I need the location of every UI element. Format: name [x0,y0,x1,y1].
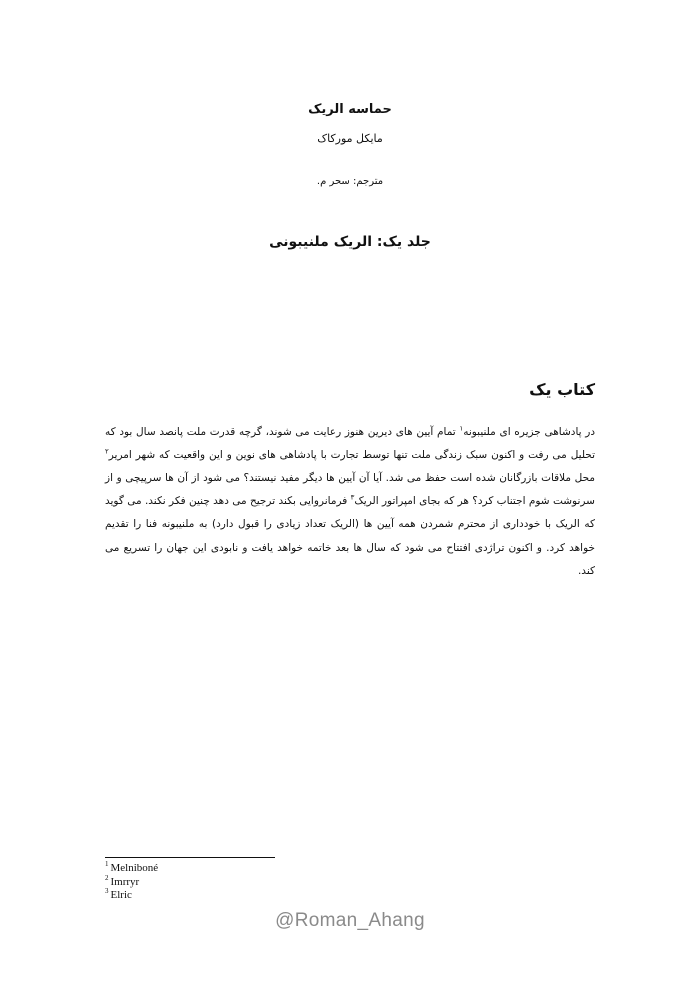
footnote-item [105,889,158,903]
footnote-text: Melniboné [110,862,159,874]
body-paragraph [105,421,595,583]
paragraph-text: تمام آیین های دیرین هنوز رعایت می شوند، گرچه قدرت ملت پانصد سال بود که تحلیل می رفت و اکنون سبک زندگی ملت تنها توسط تجارت با پادشاهی های نوین و این واقعیت که شهر امریر [105,425,595,461]
author-name: مایکل مورکاک [317,132,383,145]
footnote-item [105,862,158,876]
footnote-number: 1 [105,860,109,869]
paragraph-text: محل ملاقات بازرگانان شده است حفظ می شد. آیا آن آیین ها دیگر مفید نیستند؟ می شود از آن ها سرپیچی و از سرنوشت شوم اجتناب کرد؟ هر که بجای امپراتور الریک [105,471,595,508]
footnote-number: 3 [105,887,109,896]
footnote-divider [105,857,275,858]
footnote-number: 2 [105,873,109,882]
footnote-text: Elric [110,889,132,901]
book-title: حماسه الریک [308,102,392,117]
volume-title: جلد یک: الریک ملنیبونی [269,234,431,250]
footnote-text: Imrryr [110,875,140,888]
footnote-ref-2[interactable]: ۲ [105,447,109,456]
footnote-item [105,873,158,890]
paragraph-text: در پادشاهی جزیره ای ملنیبونه [463,425,596,438]
chapter-heading: کتاب یک [529,380,595,399]
footnote-ref-1[interactable]: ۱ [459,424,464,432]
translator-line: مترجم: سحر م. [316,176,384,187]
footnote-ref-3[interactable]: ۳ [350,493,355,502]
paragraph-text: فرمانروایی بکند ترجیح می دهد چنین فکر نکند. می گوید که الریک با خودداری از محترم شمردن همه آیین ها (الریک تعداد زیادی را قبول دارد) به ملنیبونه فنا را تقدیم خواهد کرد. و اکنون تراژدی افتتاح می شود که سال ها بعد خاتمه خواهد یافت و نابودی این جهان را تسریع می کند. [105,495,595,577]
footnotes-list [105,862,158,903]
watermark: @Roman_Ahang [275,910,425,931]
